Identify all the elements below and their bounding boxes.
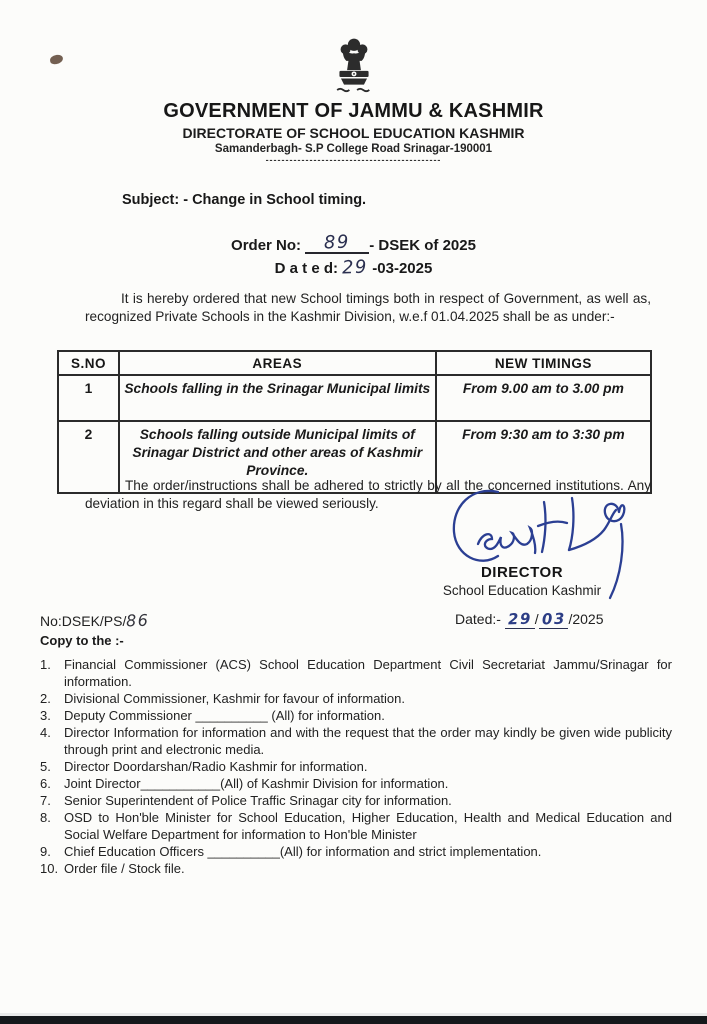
cell-timing: From 9:30 am to 3:30 pm bbox=[436, 421, 651, 493]
cell-sno: 2 bbox=[58, 421, 119, 493]
list-item-text: Senior Superintendent of Police Traffic Srinagar city for information. bbox=[64, 793, 452, 808]
reference-date bbox=[455, 611, 604, 629]
list-item-text: OSD to Hon'ble Minister for School Education, Higher Education, Health and Medical Education and Social Welfare Department for information to Hon'ble Minister bbox=[64, 810, 672, 842]
list-item-text: Divisional Commissioner, Kashmir for favour of information. bbox=[64, 691, 406, 706]
order-no-suffix: - DSEK of 2025 bbox=[369, 237, 476, 254]
header-divider: -------------------------------------------- bbox=[265, 155, 442, 165]
ref-day-blank bbox=[505, 609, 535, 629]
list-item bbox=[40, 843, 672, 860]
list-item-text: Financial Commissioner (ACS) School Education Department Civil Secretariat Jammu/Srinagar for information. bbox=[64, 657, 672, 689]
ref-no-prefix: No:DSEK/PS/ bbox=[40, 613, 127, 629]
list-item-text: Deputy Commissioner __________ (All) for information. bbox=[64, 708, 385, 723]
signatory-office: School Education Kashmir bbox=[442, 583, 602, 598]
list-item bbox=[40, 690, 672, 707]
ref-date-sep: / bbox=[534, 611, 539, 627]
list-item-number: 6. bbox=[40, 776, 51, 791]
ref-day-handwritten: 29 bbox=[507, 609, 532, 629]
national-emblem-icon bbox=[331, 36, 377, 98]
order-dated-label: D a t e d: bbox=[274, 260, 339, 277]
list-item-number: 7. bbox=[40, 793, 51, 808]
order-no-label: Order No: bbox=[231, 237, 302, 254]
order-number-block bbox=[0, 231, 707, 281]
subject-line: Subject: - Change in School timing. bbox=[122, 192, 367, 208]
order-no-handwritten: 89 bbox=[323, 231, 351, 254]
ref-year: /2025 bbox=[568, 611, 604, 627]
reference-number bbox=[40, 611, 150, 630]
list-item bbox=[40, 809, 672, 843]
order-dated-suffix: -03-2025 bbox=[372, 260, 433, 277]
directorate-title: DIRECTORATE OF SCHOOL EDUCATION KASHMIR bbox=[182, 125, 525, 141]
order-number-line bbox=[0, 231, 707, 254]
cell-sno: 1 bbox=[58, 375, 119, 421]
ref-month-blank bbox=[539, 609, 569, 629]
header-timings: NEW TIMINGS bbox=[436, 351, 651, 375]
signatory-title: DIRECTOR bbox=[480, 564, 564, 581]
government-title: GOVERNMENT OF JAMMU & KASHMIR bbox=[163, 100, 544, 122]
list-item-number: 5. bbox=[40, 759, 51, 774]
scan-bottom-bar bbox=[0, 1016, 707, 1024]
order-dated-handwritten: 29 bbox=[341, 256, 369, 279]
list-item bbox=[40, 775, 672, 792]
list-item-number: 10. bbox=[40, 861, 59, 876]
list-item-number: 2. bbox=[40, 691, 51, 706]
list-item bbox=[40, 707, 672, 724]
copy-to-list bbox=[40, 656, 672, 877]
order-no-blank bbox=[305, 231, 369, 254]
order-date-line bbox=[0, 257, 707, 278]
copy-to-heading: Copy to the :- bbox=[40, 633, 124, 648]
school-timings-table bbox=[57, 350, 652, 494]
header-sno: S.NO bbox=[58, 351, 119, 375]
list-item bbox=[40, 724, 672, 758]
address-line: Samanderbagh- S.P College Road Srinagar-190001 bbox=[214, 143, 493, 155]
list-item-text: Director Doordarshan/Radio Kashmir for information. bbox=[64, 759, 368, 774]
ref-month-handwritten: 03 bbox=[541, 609, 566, 629]
list-item bbox=[40, 656, 672, 690]
header-areas: AREAS bbox=[119, 351, 436, 375]
signatory-block bbox=[432, 564, 612, 598]
list-item-number: 4. bbox=[40, 725, 51, 740]
list-item-number: 9. bbox=[40, 844, 51, 859]
cell-area: Schools falling in the Srinagar Municipal limits bbox=[119, 375, 436, 421]
ref-dated-prefix: Dated:- bbox=[455, 611, 501, 627]
cell-area: Schools falling outside Municipal limits of Srinagar District and other areas of Kashmir Province. bbox=[119, 421, 436, 493]
list-item-number: 1. bbox=[40, 657, 51, 672]
table-row bbox=[58, 375, 651, 421]
list-item bbox=[40, 758, 672, 775]
cell-timing: From 9.00 am to 3.00 pm bbox=[436, 375, 651, 421]
table-header-row bbox=[58, 351, 651, 375]
list-item bbox=[40, 860, 672, 877]
order-body-paragraph: It is hereby ordered that new School timings both in respect of Government, as well as, recognized Private Schools in the Kashmir Division, w.e.f 01.04.2025 shall be as under:- bbox=[85, 291, 651, 324]
list-item-text: Director Information for information and with the request that the order may kindly be given wide publicity through print and electronic media. bbox=[64, 725, 672, 757]
list-item-text: Joint Director___________(All) of Kashmir Division for information. bbox=[64, 776, 449, 791]
list-item-text: Chief Education Officers __________(All) for information and strict implementation. bbox=[64, 844, 542, 859]
list-item-number: 8. bbox=[40, 810, 51, 825]
letterhead bbox=[0, 36, 707, 165]
list-item bbox=[40, 792, 672, 809]
list-item-number: 3. bbox=[40, 708, 51, 723]
list-item-text: Order file / Stock file. bbox=[64, 861, 185, 876]
closing-paragraph: The order/instructions shall be adhered to strictly by all the concerned institutions. Any deviation in this regard shall be viewed seriously. bbox=[85, 478, 651, 511]
ref-no-handwritten: 86 bbox=[126, 610, 151, 631]
